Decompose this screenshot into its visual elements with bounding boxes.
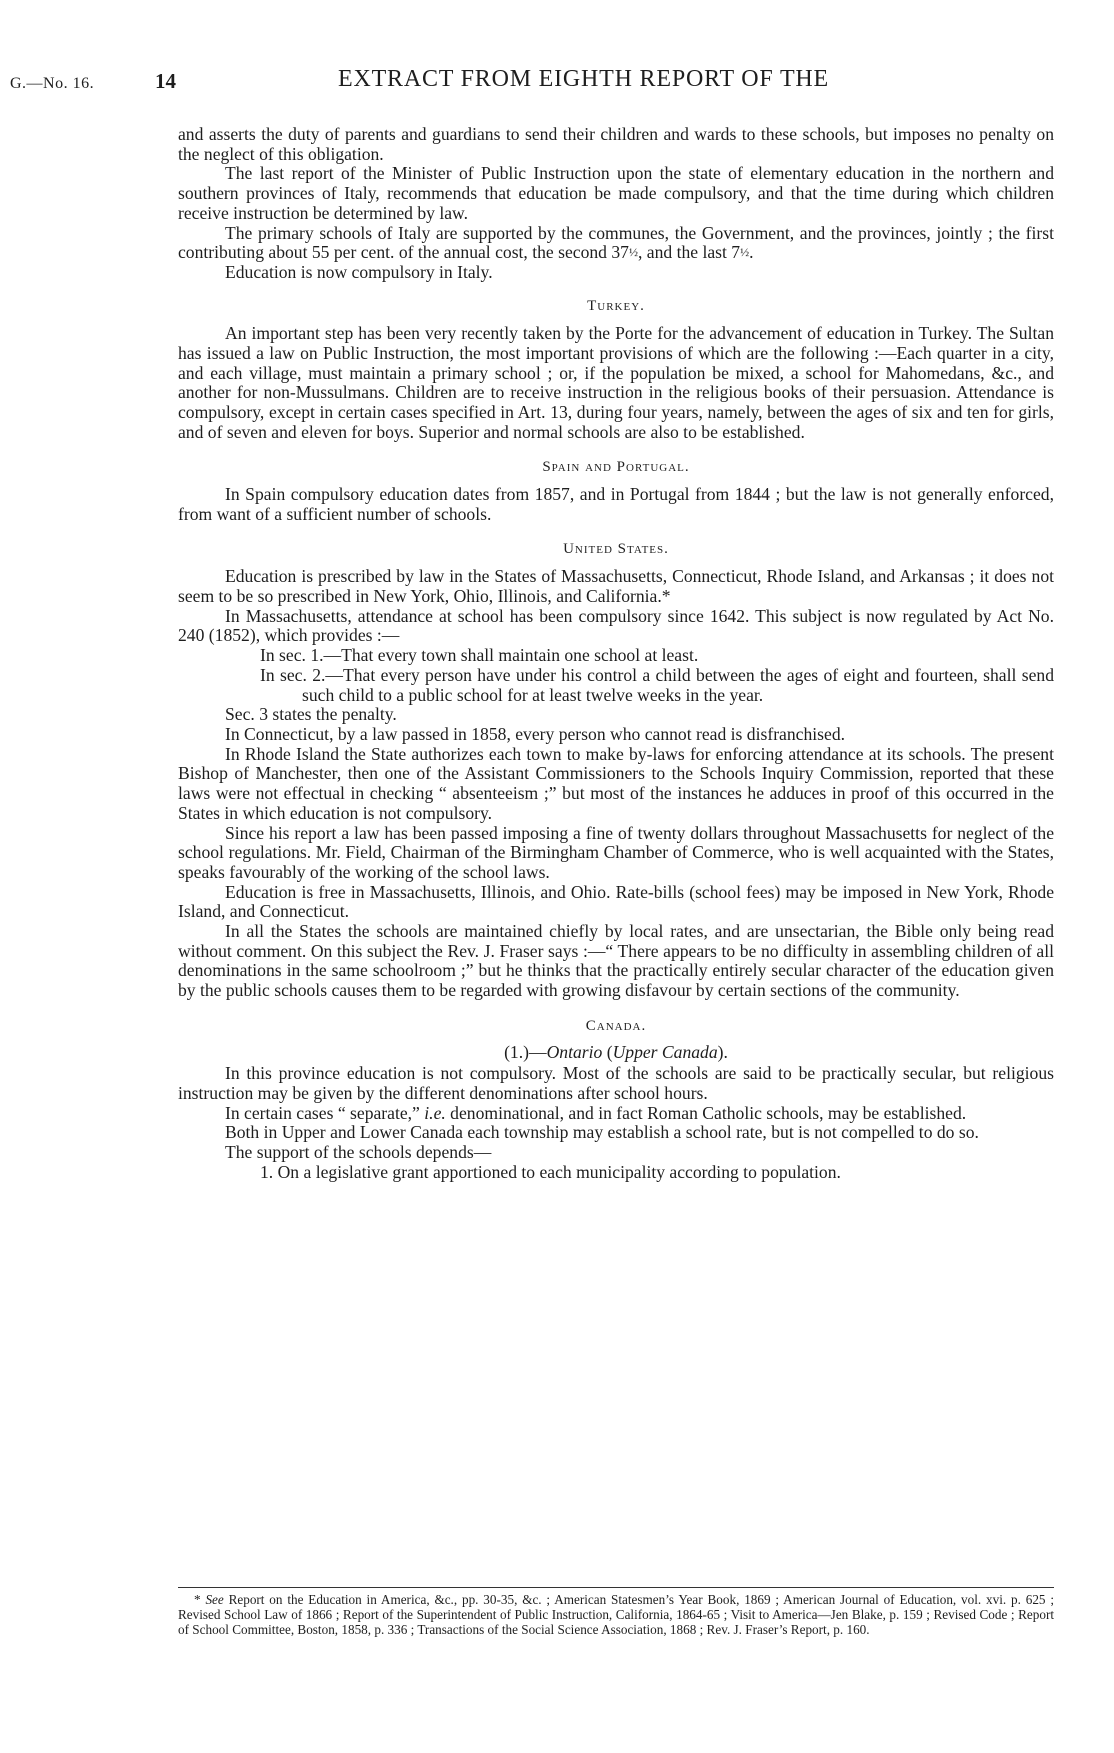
page-number: 14 xyxy=(155,69,176,93)
italy-paragraph-4: Education is now compulsory in Italy. xyxy=(225,261,493,282)
us-paragraph-6: Education is free in Massachusetts, Illinois, and Ohio. Rate-bills (school fees) may be imposed in New York, Rhode Island, and Connecticut. xyxy=(178,881,1054,922)
us-section-1: In sec. 1.—That every town shall maintain one school at least. xyxy=(260,645,699,666)
canada-p2-text-b: denominational, and in fact Roman Catholic schools, may be established. xyxy=(445,1102,967,1123)
section-heading-spain-portugal: Spain and Portugal. xyxy=(542,458,690,475)
page-body xyxy=(178,125,1054,1182)
us-section-2: In sec. 2.—That every person have under his control a child between the ages of eight and fourteen, shall send such child to a public school for at least twelve weeks in the year. xyxy=(260,664,1054,705)
canada-paragraph-4: The support of the schools depends— xyxy=(225,1142,492,1163)
us-paragraph-4: In Rhode Island the State authorizes each town to make by-laws for enforcing attendance at its schools. The present Bishop of Manchester, then one of the Assistant Commissioners to the Schools Inquiry Commission, reported that these laws were not effectual in checking “ absenteeism ;” but most of the instances he adduces in proof of this occurred in the States in which education is not compulsory. xyxy=(178,743,1054,823)
us-paragraph-5: Since his report a law has been passed imposing a fine of twenty dollars throughout Massachusetts for neglect of the school regulations. Mr. Field, Chairman of the Birmingham Chamber of Commerce, who is well acquainted with the States, speaks favourably of the working of the school laws. xyxy=(178,822,1054,882)
canada-paragraph-1: In this province education is not compulsory. Most of the schools are said to be practically secular, but religious instruction may be given by the different denominations after school hours. xyxy=(178,1063,1054,1103)
footnote-marker: * xyxy=(194,1592,206,1607)
italy-paragraph-1: and asserts the duty of parents and guardians to send their children and wards to these schools, but imposes no penalty on the neglect of this obligation. xyxy=(178,124,1054,164)
italy-paragraph-2: The last report of the Minister of Public Instruction upon the state of elementary education in the northern and southern provinces of Italy, recommends that education be made compulsory, and that the time during which children receive instruction be determined by law. xyxy=(178,163,1054,223)
canada-paragraph-3: Both in Upper and Lower Canada each township may establish a school rate, but is not compelled to do so. xyxy=(225,1122,979,1143)
italy-p3-text-a: The primary schools of Italy are supported by the communes, the Government, and the provinces, jointly ; the first contributing about 55 per cent. of the annual cost, the second 37 xyxy=(178,222,1054,263)
canada-paragraph-2 xyxy=(178,1104,1054,1124)
canada-p2-text-a: In certain cases “ separate,” xyxy=(225,1102,425,1123)
turkey-paragraph-1: An important step has been very recently taken by the Porte for the advancement of education in Turkey. The Sultan has issued a law on Public Instruction, the most important provisions of which are the following :—Each quarter in a city, and each village, must maintain a primary school ; or, if the population be mixed, a school for Mahomedans, &c., and another for non-Mussulmans. Children are to receive instruction in the religious books of their persuasion. Attendance is compulsory, except in certain cases specified in Art. 13, during four years, namely, between the ages of six and ten for girls, and of seven and eleven for boys. Superior and normal schools are also to be established. xyxy=(178,323,1054,442)
canada-p2-ie: i.e. xyxy=(424,1102,446,1123)
footnote-text: Report on the Education in America, &c., pp. 30-35, &c. ; American Statesmen’s Year Book, 1869 ; American Journal of Education, vol. xvi. p. 625 ; Revised School Law of 1866 ; Report of the Superintendent of Public Instruction, California, 1864-65 ; Visit to America—Jen Blake, p. 159 ; Revised Code ; Report of School Committee, Boston, 1858, p. 336 ; Transactions of the Social Science Association, 1868 ; Rev. J. Fraser’s Report, p. 160. xyxy=(178,1592,1055,1638)
footnote xyxy=(178,1592,1054,1638)
italy-p3-text-b: , and the last 7 xyxy=(637,242,741,263)
running-header xyxy=(0,66,1114,104)
fraction-half: ½ xyxy=(628,245,638,260)
italy-p3-text-c: . xyxy=(749,242,754,263)
us-paragraph-3: In Connecticut, by a law passed in 1858, every person who cannot read is disfranchised. xyxy=(225,723,846,744)
canada-list-item-1: 1. On a legislative grant apportioned to each municipality according to population. xyxy=(260,1161,841,1182)
section-heading-canada: Canada. xyxy=(585,1017,647,1034)
subheading-ontario-name: Ontario xyxy=(546,1041,603,1062)
subheading-ontario: (1.)—Ontario (Upper Canada). xyxy=(504,1041,728,1062)
section-heading-united-states: United States. xyxy=(563,540,669,557)
subheading-number: (1.)— xyxy=(504,1041,547,1062)
us-paragraph-2: In Massachusetts, attendance at school has been compulsory since 1642. This subject is now regulated by Act No. 240 (1852), which provides :— xyxy=(178,605,1054,646)
us-paragraph-7: In all the States the schools are maintained chiefly by local rates, and are unsectarian, the Bible only being read without comment. On this subject the Rev. J. Fraser says :—“ There appears to be no difficulty in assembling children of all denominations in the same schoolroom ;” but he thinks that the practically entirely secular character of the education given by the public schools causes them to be regarded with growing disfavour by certain sections of the community. xyxy=(178,921,1054,1001)
subheading-upper-canada: Upper Canada xyxy=(612,1041,718,1062)
running-title: EXTRACT FROM EIGHTH REPORT OF THE xyxy=(338,66,830,92)
section-heading-turkey: Turkey. xyxy=(587,297,645,314)
italy-paragraph-3 xyxy=(178,224,1054,263)
fraction-half: ½ xyxy=(740,245,750,260)
footnote-see: See xyxy=(205,1592,224,1607)
us-section-3: Sec. 3 states the penalty. xyxy=(225,704,397,725)
spain-paragraph-1: In Spain compulsory education dates from 1857, and in Portugal from 1844 ; but the law is not generally enforced, from want of a sufficient number of schools. xyxy=(178,484,1054,524)
document-reference: G.—No. 16. xyxy=(10,75,95,92)
footnote-divider xyxy=(178,1587,1054,1588)
us-paragraph-1: Education is prescribed by law in the States of Massachusetts, Connecticut, Rhode Island, and Arkansas ; it does not seem to be so prescribed in New York, Ohio, Illinois, and California.* xyxy=(178,566,1054,607)
